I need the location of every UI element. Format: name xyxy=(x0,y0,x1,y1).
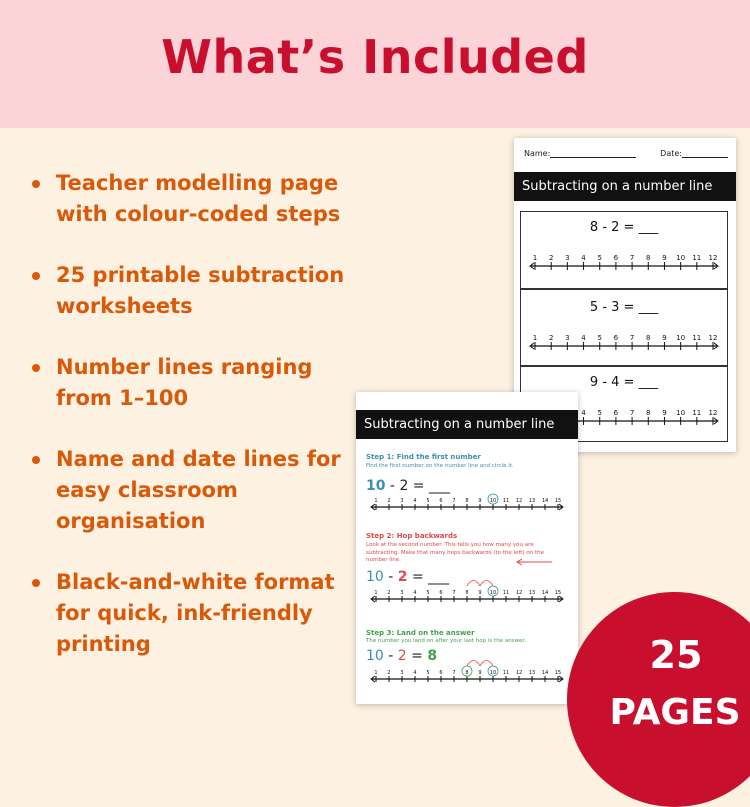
number-line-tick-label: 14 xyxy=(541,670,549,676)
step-title: Step 3: Land on the answer xyxy=(366,629,475,637)
modelling-banner: Subtracting on a number line xyxy=(356,410,578,439)
number-line-tick-label: 10 xyxy=(489,590,497,596)
problem-box xyxy=(520,211,728,289)
number-line-tick-label: 8 xyxy=(465,590,469,596)
number-line-tick-label: 12 xyxy=(515,670,523,676)
step-description: The number you land on after your last hop is the answer. xyxy=(366,638,526,644)
number-line-tick-label: 7 xyxy=(452,590,456,596)
number-line-tick-label: 11 xyxy=(502,498,510,504)
number-line-tick-label: 7 xyxy=(452,670,456,676)
number-line-tick-label: 11 xyxy=(692,334,702,342)
feature-item: Black-and-white format for quick, ink-friendly printing xyxy=(28,567,358,660)
number-line-tick-label: 8 xyxy=(646,409,651,417)
number-line xyxy=(521,246,727,286)
number-line-tick-label: 8 xyxy=(465,670,469,676)
number-line-tick-label: 12 xyxy=(708,334,718,342)
number-line-tick-label: 2 xyxy=(548,334,554,342)
number-line-tick-label: 1 xyxy=(374,670,378,676)
number-line-tick-label: 6 xyxy=(439,498,443,504)
number-line-tick-label: 10 xyxy=(489,670,497,676)
equation-rest: = ___ xyxy=(408,478,450,494)
number-line-tick-label: 4 xyxy=(413,590,417,596)
number-line xyxy=(362,492,572,516)
equation-first-number: 10 xyxy=(366,569,384,585)
number-line-tick-label: 10 xyxy=(676,334,686,342)
number-line-tick-label: 5 xyxy=(597,334,602,342)
number-line-tick-label: 4 xyxy=(581,254,586,262)
feature-item: Name and date lines for easy classroom organisation xyxy=(28,444,358,537)
number-line-tick-label: 2 xyxy=(387,498,391,504)
number-line-tick-label: 5 xyxy=(426,670,430,676)
equation-operator: - xyxy=(385,478,400,494)
number-line-tick-label: 9 xyxy=(478,670,482,676)
name-label: Name: xyxy=(524,149,551,158)
name-date-row xyxy=(524,149,728,158)
arrow-left-icon xyxy=(514,558,554,566)
step-description: Look at the second number. This tells you how many you are subtracting. Make that many hops backwards (to the left) on the number line. xyxy=(366,542,544,563)
number-line-tick-label: 11 xyxy=(692,409,702,417)
number-line-tick-label: 1 xyxy=(532,334,538,342)
number-line-tick-label: 14 xyxy=(541,590,549,596)
equation-first-number: 10 xyxy=(366,478,386,494)
number-line-tick-label: 1 xyxy=(374,590,378,596)
page-title: What’s Included xyxy=(161,30,589,84)
number-line-tick-label: 8 xyxy=(465,498,469,504)
number-line-tick-label: 4 xyxy=(413,670,417,676)
number-line-tick-label: 12 xyxy=(515,590,523,596)
number-line-tick-label: 12 xyxy=(515,498,523,504)
modelling-preview xyxy=(356,392,578,704)
feature-item: Teacher modelling page with colour-coded steps xyxy=(28,168,358,230)
badge-number: 25 xyxy=(649,633,703,677)
number-line-tick-label: 5 xyxy=(426,498,430,504)
number-line-tick-label: 10 xyxy=(676,409,686,417)
hop-arc xyxy=(480,661,493,667)
number-line-tick-label: 9 xyxy=(662,334,667,342)
number-line-tick-label: 7 xyxy=(452,498,456,504)
number-line-tick-label: 15 xyxy=(554,670,562,676)
number-line-tick-label: 12 xyxy=(708,254,718,262)
equation-operator: - xyxy=(383,648,398,664)
number-line-tick-label: 6 xyxy=(439,590,443,596)
number-line-tick-label: 6 xyxy=(613,254,619,262)
number-line-tick-label: 11 xyxy=(692,254,702,262)
number-line-tick-label: 3 xyxy=(400,590,404,596)
number-line-tick-label: 15 xyxy=(554,590,562,596)
number-line-tick-label: 9 xyxy=(478,498,482,504)
number-line-tick-label: 4 xyxy=(581,409,586,417)
number-line-tick-label: 10 xyxy=(676,254,686,262)
number-line xyxy=(521,326,727,366)
number-line-tick-label: 14 xyxy=(541,498,549,504)
number-line-tick-label: 8 xyxy=(646,254,651,262)
hop-arc xyxy=(467,661,480,667)
equation-second-number: 2 xyxy=(397,648,407,664)
step-description: Find the first number on the number line and circle it. xyxy=(366,463,514,469)
number-line-tick-label: 11 xyxy=(502,670,510,676)
number-line-tick-label: 13 xyxy=(528,670,536,676)
step-title: Step 2: Hop backwards xyxy=(366,532,458,540)
feature-item: 25 printable subtraction worksheets xyxy=(28,260,358,322)
number-line-tick-label: 2 xyxy=(548,254,554,262)
number-line-tick-label: 3 xyxy=(400,498,404,504)
step-title: Step 1: Find the first number xyxy=(366,453,481,461)
number-line-tick-label: 5 xyxy=(597,254,602,262)
number-line-tick-label: 7 xyxy=(629,409,635,417)
number-line-tick-label: 12 xyxy=(708,409,718,417)
number-line xyxy=(362,658,572,688)
number-line-tick-label: 7 xyxy=(629,254,635,262)
number-line-tick-label: 13 xyxy=(528,590,536,596)
number-line-tick-label: 6 xyxy=(613,409,619,417)
number-line-tick-label: 4 xyxy=(413,498,417,504)
number-line-tick-label: 3 xyxy=(565,334,570,342)
number-line-tick-label: 9 xyxy=(662,254,667,262)
number-line-tick-label: 13 xyxy=(528,498,536,504)
date-label: Date: xyxy=(660,149,682,158)
number-line xyxy=(362,578,572,608)
equation-second-number: 2 xyxy=(397,569,408,585)
badge-label: PAGES xyxy=(609,692,741,733)
number-line-tick-label: 2 xyxy=(387,670,391,676)
number-line-tick-label: 8 xyxy=(646,334,651,342)
number-line-tick-label: 1 xyxy=(374,498,378,504)
feature-item: Number lines ranging from 1–100 xyxy=(28,352,358,414)
number-line-tick-label: 6 xyxy=(613,334,619,342)
number-line-tick-label: 10 xyxy=(489,498,497,504)
number-line-tick-label: 5 xyxy=(426,590,430,596)
number-line-tick-label: 6 xyxy=(439,670,443,676)
problem-equation: 8 - 2 = ___ xyxy=(589,220,659,235)
problem-box xyxy=(520,289,728,366)
equation-first-number: 10 xyxy=(366,648,384,664)
equation-operator: - xyxy=(383,569,398,585)
equation-rest: = xyxy=(406,648,428,664)
number-line-tick-label: 3 xyxy=(565,254,570,262)
number-line-tick-label: 9 xyxy=(662,409,667,417)
equation-second-number: 2 xyxy=(399,478,409,494)
number-line-tick-label: 1 xyxy=(532,254,538,262)
problem-equation: 5 - 3 = ___ xyxy=(589,300,659,315)
feature-list xyxy=(28,168,358,690)
equation-rest: = ___ xyxy=(407,569,450,585)
worksheet-banner: Subtracting on a number line xyxy=(514,172,736,201)
equation-answer: 8 xyxy=(427,648,438,664)
problem-equation: 9 - 4 = ___ xyxy=(589,375,659,390)
number-line-tick-label: 9 xyxy=(478,590,482,596)
hop-arc xyxy=(480,581,493,587)
number-line-tick-label: 3 xyxy=(400,670,404,676)
number-line-tick-label: 4 xyxy=(581,334,586,342)
number-line-tick-label: 7 xyxy=(629,334,635,342)
number-line-tick-label: 5 xyxy=(597,409,602,417)
number-line-tick-label: 11 xyxy=(502,590,510,596)
number-line-tick-label: 15 xyxy=(554,498,562,504)
hop-arc xyxy=(467,581,480,587)
number-line-tick-label: 2 xyxy=(387,590,391,596)
